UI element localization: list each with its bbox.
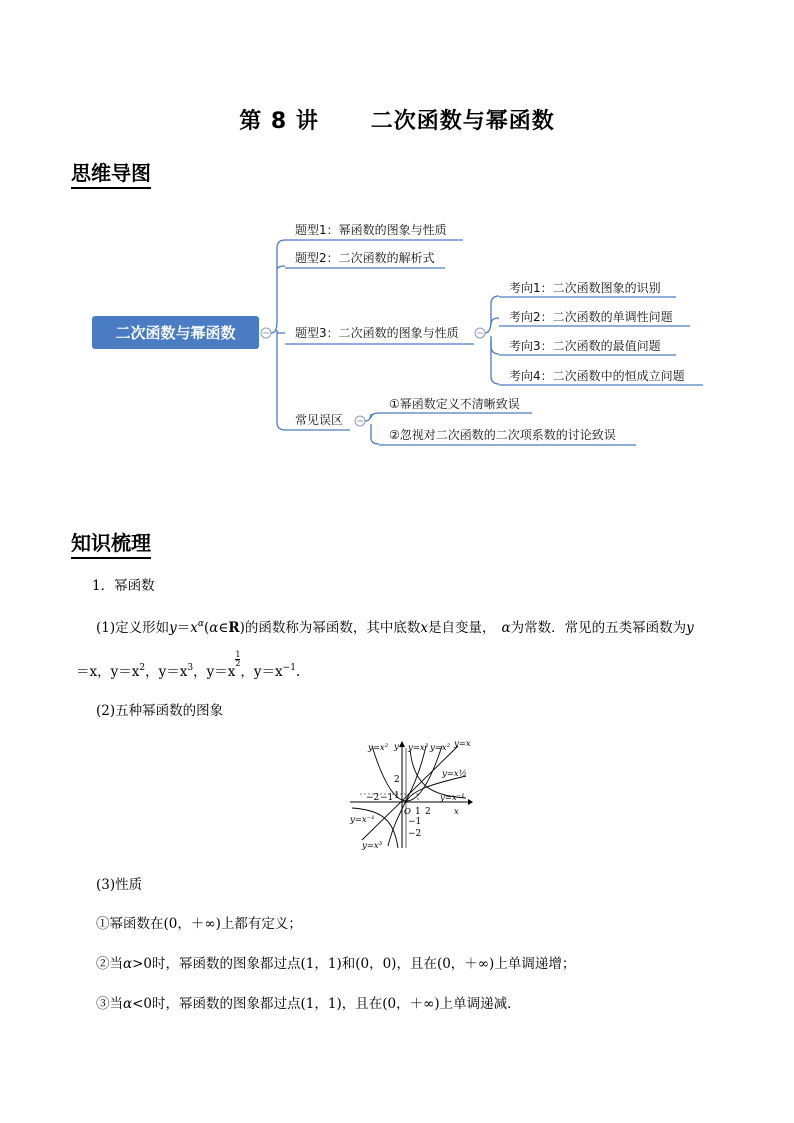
collapse-icon[interactable] — [355, 416, 365, 426]
mind-map — [0, 210, 794, 460]
graph-label-x-axis: x — [454, 807, 459, 817]
definition-line-2: ＝x，$y=x^2$，$y=x^3$，y＝x $\frac{1}{2}$ ，$y=x^{-1}$. — [76, 650, 301, 680]
graph-caption: (2)五种幂函数的图象 — [96, 703, 224, 719]
section-heading-knowledge: 知识梳理 — [71, 530, 151, 559]
mindmap-topic-2: 题型2：二次函数的解析式 — [295, 251, 435, 265]
graph-label-curve-2: y=x³ — [408, 743, 429, 753]
mindmap-subtopic-4: 考向4：二次函数中的恒成立问题 — [509, 369, 685, 383]
graph-label-curve-5: y=x½ — [442, 769, 467, 779]
graph-label-curve-4: y=x — [454, 739, 471, 749]
mindmap-subtopic-1: 考向1：二次函数图象的识别 — [509, 281, 661, 295]
collapse-icon[interactable] — [261, 328, 271, 338]
properties-heading: (3)性质 — [96, 877, 143, 893]
graph-tick: 1 — [394, 791, 400, 801]
definition-line-1: (1)定义形如$y=x^\alpha(\alpha\in R)$的函数称为幂函数，其中底数x是自变量， α为常数．常见的五类幂函数为y — [96, 619, 694, 636]
graph-label-y-axis: y — [394, 742, 399, 752]
property-2: ②当α>0时，幂函数的图象都过点(1，1)和(0，0)，且在(0，＋∞)上单调递增； — [96, 956, 576, 972]
graph-tick: −1 — [380, 793, 394, 803]
mindmap-subtopic-2: 考向2：二次函数的单调性问题 — [509, 310, 673, 324]
mindmap-mistake-1: ①幂函数定义不清晰致误 — [389, 397, 520, 411]
property-1: ①幂函数在(0，＋∞)上都有定义； — [96, 916, 302, 932]
graph-tick: 1 — [415, 807, 421, 817]
graph-tick: 2 — [425, 807, 431, 817]
heading-power-function: 1．幂函数 — [92, 578, 155, 594]
page-title: 第 8 讲 二次函数与幂函数 — [239, 109, 555, 134]
graph-label-curve-6: y=x⁻¹ — [440, 793, 465, 803]
section-heading-mindmap: 思维导图 — [71, 160, 151, 189]
mindmap-topic-1: 题型1：幂函数的图象与性质 — [295, 223, 447, 237]
mindmap-topic-3: 题型3：二次函数的图象与性质 — [295, 326, 459, 340]
mindmap-mistake-2: ②忽视对二次函数的二次项系数的讨论致误 — [389, 428, 616, 442]
graph-label-origin: O — [404, 807, 411, 817]
graph-label-curve-7: y=x⁻¹ — [350, 815, 375, 825]
property-3: ③当α<0时，幂函数的图象都过点(1，1)，且在(0，＋∞)上单调递减． — [96, 996, 521, 1012]
graph-tick: −2 — [408, 829, 422, 839]
collapse-icon[interactable] — [475, 328, 485, 338]
graph-tick: −2 — [366, 793, 380, 803]
graph-label-curve-1: y=x² — [368, 743, 389, 753]
mindmap-subtopic-3: 考向3：二次函数的最值问题 — [509, 339, 661, 353]
mindmap-topic-4: 常见误区 — [295, 413, 344, 427]
mindmap-root-label: 二次函数与幂函数 — [115, 324, 236, 342]
graph-tick: 2 — [394, 775, 400, 785]
graph-label-curve-8: y=x³ — [362, 841, 383, 851]
power-function-graph — [342, 736, 474, 852]
graph-label-curve-3: y=x² — [430, 743, 451, 753]
graph-tick: −1 — [408, 817, 422, 827]
